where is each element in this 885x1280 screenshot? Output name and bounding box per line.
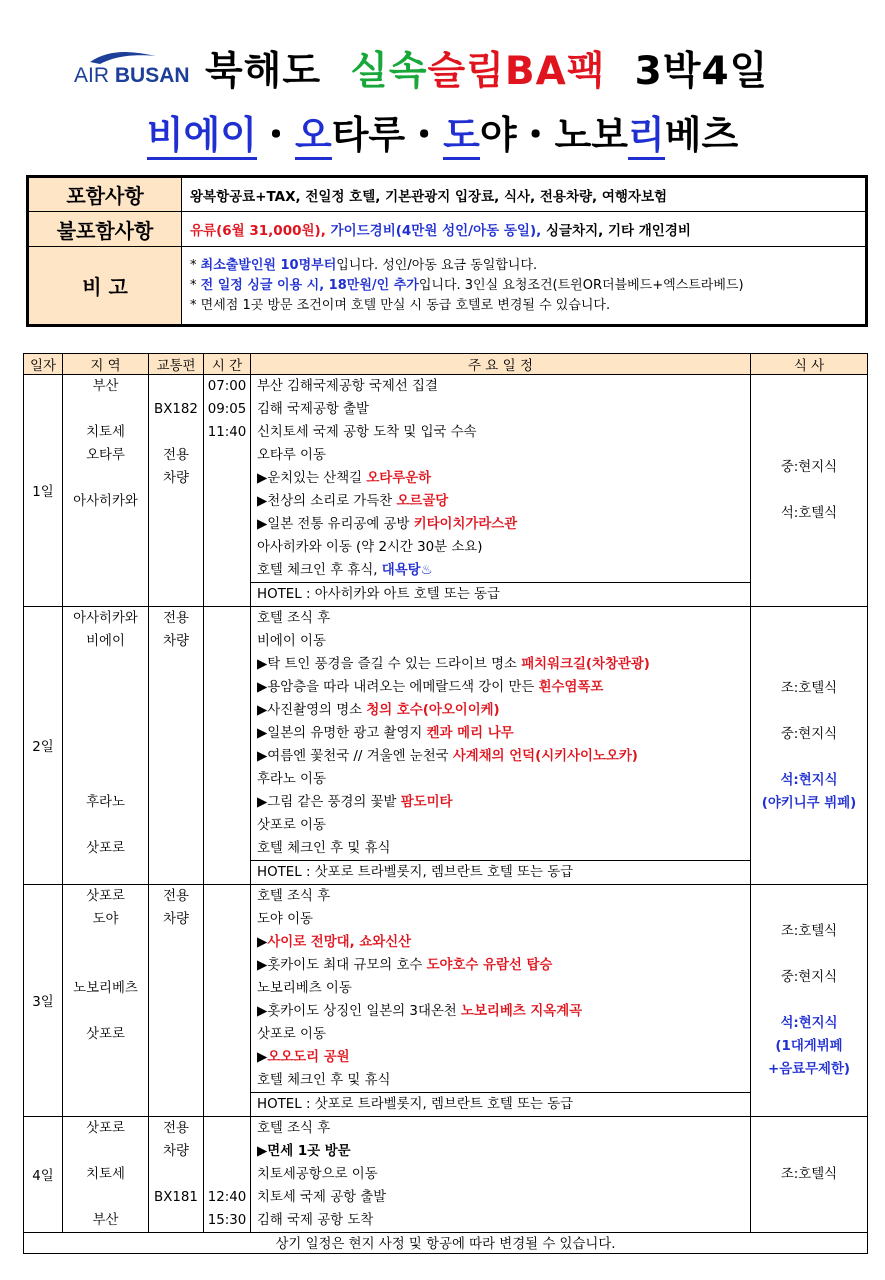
included-label: 포함사항	[29, 178, 182, 211]
schedule-text: ▶여름엔 꽃천국 // 겨울엔 눈천국	[257, 749, 453, 764]
table-header	[24, 354, 868, 375]
region-line: 후라노	[86, 795, 125, 810]
schedule-cell	[251, 375, 751, 607]
route-toya-1: 도	[443, 113, 480, 160]
hotel-line: HOTEL : 아사히카와 아트 호텔 또는 동급	[251, 582, 750, 606]
air-busan-logo	[74, 48, 190, 90]
transport-line: 차량	[163, 471, 189, 486]
transport-line-cell	[149, 885, 204, 1117]
time-line: 15:30	[207, 1213, 247, 1228]
schedule-highlight: 팜도미타	[400, 795, 453, 810]
meal-line: 중:현지식	[780, 460, 838, 475]
transport-line	[149, 745, 203, 768]
schedule-line	[251, 467, 750, 490]
excluded-row	[29, 212, 865, 247]
schedule-text: 삿포로 이동	[257, 1027, 326, 1042]
route-sep: ・	[405, 113, 444, 157]
hotel-line: HOTEL : 삿포로 트라벨롯지, 렘브란트 호텔 또는 동급	[251, 860, 750, 884]
excluded-value	[182, 212, 865, 246]
time-line	[204, 559, 250, 582]
included-row	[29, 178, 865, 212]
note-line	[190, 256, 865, 276]
schedule-highlight: 키타이치가라스관	[413, 517, 518, 532]
schedule-cell	[251, 1117, 751, 1233]
note-line	[190, 276, 865, 296]
transport-line	[149, 536, 203, 559]
region-line: 부산	[92, 1213, 119, 1228]
schedule-line	[251, 885, 750, 908]
time-line	[204, 1163, 250, 1186]
transport-line: 전용	[163, 448, 189, 463]
transport-line	[149, 1023, 203, 1046]
time-line	[204, 444, 250, 467]
route-otaru-2: 타루	[331, 113, 406, 157]
schedule-highlight: 청의 호수(아오이이케)	[366, 703, 500, 718]
schedule-line	[251, 653, 750, 676]
notes-row	[29, 247, 865, 324]
itinerary-table	[23, 353, 868, 1254]
schedule-highlight: 도야호수 유람선 탑승	[426, 958, 553, 973]
region-line	[63, 814, 148, 837]
time-line: 12:40	[207, 1190, 247, 1205]
note-bullet: *	[190, 297, 201, 313]
title-silsok: 실속	[350, 49, 428, 94]
region-line: 삿포로	[86, 1027, 125, 1042]
day-row	[24, 607, 868, 885]
transport-line	[149, 490, 203, 513]
excluded-label: 불포함사항	[29, 212, 182, 246]
transport-line: BX181	[154, 1190, 198, 1205]
route-biei: 비에이	[147, 113, 257, 160]
header-meal: 식 사	[751, 354, 868, 375]
notes-value	[182, 247, 865, 324]
time-line	[204, 582, 250, 605]
hotel-line: HOTEL : 삿포로 트라벨롯지, 렘브란트 호텔 또는 동급	[251, 1092, 750, 1116]
schedule-cell	[251, 885, 751, 1117]
schedule-text: ▶일본의 유명한 광고 촬영지	[257, 726, 427, 741]
time-line	[204, 513, 250, 536]
time-line: 09:05	[207, 402, 247, 417]
schedule-text: ▶	[257, 1050, 268, 1065]
schedule-line	[251, 490, 750, 513]
meal-line	[751, 700, 867, 723]
region-line	[63, 1092, 148, 1115]
schedule-text: ▶홋카이도 상징인 일본의 3대온천	[257, 1004, 462, 1019]
transport-line	[149, 699, 203, 722]
schedule-text: ▶사진촬영의 명소	[257, 703, 367, 718]
schedule-line	[251, 954, 750, 977]
transport-line	[149, 559, 203, 582]
route-otaru-1: 오	[295, 113, 332, 160]
title-duration: 3박4일	[634, 49, 769, 94]
schedule-line	[251, 1046, 750, 1069]
note-text: 입니다. 3인실 요청조건(트윈OR더블베드+엑스트라베드)	[418, 277, 744, 293]
region-line: 삿포로	[86, 1121, 125, 1136]
transport-line	[149, 954, 203, 977]
time-line-cell	[204, 375, 251, 607]
transport-line: 전용	[163, 889, 189, 904]
transport-line	[149, 837, 203, 860]
schedule-line	[251, 444, 750, 467]
schedule-cell	[251, 607, 751, 885]
transport-line	[149, 676, 203, 699]
package-info-box	[26, 175, 868, 327]
logo-text	[74, 64, 190, 88]
schedule-text: ▶용암층을 따라 내려오는 에메랄드색 강이 만든	[257, 680, 539, 695]
note-bold: 10명부터	[280, 257, 337, 273]
route-noboribetsu-2: 리	[628, 113, 665, 160]
region-line	[63, 582, 148, 605]
region-line-cell	[63, 1117, 149, 1233]
schedule-text: 후라노 이동	[257, 772, 326, 787]
region-line: 치토세	[86, 425, 125, 440]
schedule-text: 치토세 국제 공항 출발	[257, 1190, 387, 1205]
time-line: 07:00	[207, 379, 247, 394]
region-line: 도야	[92, 912, 119, 927]
time-line	[204, 536, 250, 559]
transport-line	[149, 791, 203, 814]
route-toya-2: 야	[479, 113, 517, 157]
schedule-line	[251, 1069, 750, 1092]
logo-air: AIR	[74, 64, 110, 87]
time-line	[204, 467, 250, 490]
schedule-text: 부산 김해국제공항 국제선 집결	[257, 379, 438, 394]
region-line	[63, 860, 148, 883]
schedule-text: 김해 국제공항 출발	[257, 402, 369, 417]
region-line-cell	[63, 375, 149, 607]
region-line	[63, 676, 148, 699]
schedule-text: 호텔 조식 후	[257, 889, 331, 904]
schedule-highlight: 오타루운하	[366, 471, 432, 486]
schedule-text: 김해 국제 공항 도착	[257, 1213, 374, 1228]
transport-line-cell	[149, 375, 204, 607]
schedule-line	[251, 791, 750, 814]
region-line: 비에이	[86, 634, 125, 649]
schedule-line	[251, 931, 750, 954]
schedule-highlight: 켄과 메리 나무	[426, 726, 514, 741]
schedule-line	[251, 398, 750, 421]
schedule-line	[251, 1209, 750, 1232]
transport-line	[149, 653, 203, 676]
meal-cell	[751, 607, 868, 885]
schedule-highlight: 오오도리 공원	[267, 1050, 350, 1065]
transport-line	[149, 722, 203, 745]
schedule-line	[251, 837, 750, 860]
transport-line: 차량	[163, 912, 189, 927]
schedule-line	[251, 513, 750, 536]
meal-line: 중:현지식	[780, 726, 838, 742]
region-line: 삿포로	[86, 889, 125, 904]
schedule-text: ▶홋카이도 최대 규모의 호수	[257, 958, 427, 973]
region-line	[63, 1046, 148, 1069]
schedule-line	[251, 630, 750, 653]
schedule-line	[251, 421, 750, 444]
schedule-text: 도야 이동	[257, 912, 313, 927]
region-line	[63, 398, 148, 421]
time-line	[204, 490, 250, 513]
region-line: 오타루	[86, 448, 125, 463]
meal-line: 조:호텔식	[780, 680, 838, 696]
schedule-line	[251, 699, 750, 722]
header-day: 일자	[24, 354, 63, 375]
time-line-cell	[204, 885, 251, 1117]
region-line	[63, 931, 148, 954]
transport-line	[149, 375, 203, 398]
title-slim-ba: 슬림BA팩	[427, 49, 606, 94]
meal-cell	[751, 375, 868, 607]
note-bullet: *	[190, 277, 201, 293]
schedule-line	[251, 1023, 750, 1046]
schedule-highlight: 흰수염폭포	[538, 680, 604, 695]
region-line	[63, 954, 148, 977]
region-line	[63, 699, 148, 722]
transport-line	[149, 513, 203, 536]
schedule-text: 호텔 조식 후	[257, 1121, 331, 1136]
transport-line-cell	[149, 1117, 204, 1233]
notes-label: 비 고	[29, 247, 182, 324]
meal-line: 조:호텔식	[780, 924, 838, 939]
meal-line: (1대게뷔페	[775, 1039, 843, 1054]
transport-line: 차량	[163, 1144, 189, 1159]
time-line-cell	[204, 1117, 251, 1233]
meal-cell	[751, 1117, 868, 1233]
schedule-line	[251, 977, 750, 1000]
region-line	[63, 1186, 148, 1209]
day-label: 2일	[24, 607, 63, 885]
schedule-line	[251, 1117, 750, 1140]
transport-line: BX182	[154, 402, 198, 417]
route-noboribetsu-1: 노보	[554, 113, 629, 157]
excluded-rest: 싱글차지, 기타 개인경비	[545, 223, 691, 239]
region-line	[63, 513, 148, 536]
schedule-text: ▶탁 트인 풍경을 즐길 수 있는 드라이브 명소	[257, 657, 522, 672]
day-row	[24, 375, 868, 607]
schedule-line	[251, 375, 750, 398]
route-subtitle	[0, 104, 885, 159]
region-line	[63, 536, 148, 559]
header-time: 시 간	[204, 354, 251, 375]
schedule-highlight: 사이로 전망대, 쇼와신산	[267, 935, 412, 950]
transport-line	[149, 768, 203, 791]
schedule-line	[251, 722, 750, 745]
region-line: 부산	[92, 379, 119, 394]
note-line	[190, 296, 865, 316]
logo-busan: BUSAN	[114, 64, 190, 87]
time-line	[204, 1117, 250, 1140]
transport-line-cell	[149, 607, 204, 885]
schedule-line	[251, 768, 750, 791]
note-bullet: *	[190, 257, 201, 273]
route-noboribetsu-3: 베츠	[664, 113, 739, 157]
excluded-guide: 가이드경비(4만원 성인/아동 동일),	[330, 223, 542, 239]
schedule-line	[251, 1163, 750, 1186]
schedule-text: ▶	[257, 935, 268, 950]
schedule-text: 호텔 체크인 후 및 휴식	[257, 841, 391, 856]
meal-line: 석:현지식	[780, 772, 838, 788]
schedule-line	[251, 908, 750, 931]
schedule-text: 비에이 이동	[257, 634, 326, 649]
region-line: 아사히카와	[73, 494, 138, 509]
footer-note: 상기 일정은 현지 사정 및 항공에 따라 변경될 수 있습니다.	[24, 1233, 868, 1254]
excluded-fuel: 유류(6월 31,000원),	[190, 223, 326, 239]
time-line: 11:40	[207, 425, 247, 440]
meal-line	[751, 479, 867, 502]
time-line	[204, 1140, 250, 1163]
route-sep: ・	[516, 113, 555, 157]
transport-line	[149, 814, 203, 837]
transport-line: 전용	[163, 611, 189, 626]
note-highlight: 최소출발인원	[200, 257, 281, 273]
schedule-text: 아사히카와 이동 (약 2시간 30분 소요)	[257, 540, 483, 555]
schedule-text: 삿포로 이동	[257, 818, 326, 833]
schedule-bold: ▶면세 1곳 방문	[257, 1144, 351, 1159]
region-line	[63, 1000, 148, 1023]
note-bold: 전 일정 싱글 이용 시, 18만원/인 추가	[200, 277, 419, 293]
schedule-line	[251, 536, 750, 559]
transport-line	[149, 421, 203, 444]
day-label: 3일	[24, 885, 63, 1117]
schedule-line	[251, 814, 750, 837]
schedule-text: ▶운치있는 산책길	[257, 471, 367, 486]
meal-line: 중:현지식	[780, 970, 838, 985]
page-title	[205, 40, 768, 96]
schedule-text: 호텔 조식 후	[257, 611, 331, 626]
meal-line: +음료무제한)	[767, 1062, 851, 1077]
schedule-line	[251, 676, 750, 699]
transport-line	[149, 1209, 203, 1232]
route-sep: ・	[256, 113, 295, 157]
schedule-highlight: 패치워크길(차창관광)	[521, 657, 650, 672]
meal-line: (야키니쿠 뷔페)	[761, 795, 857, 811]
header-transport: 교통편	[149, 354, 204, 375]
region-line: 아사히카와	[73, 611, 138, 626]
transport-line	[149, 1000, 203, 1023]
transport-line	[149, 977, 203, 1000]
region-line	[63, 745, 148, 768]
day-label: 4일	[24, 1117, 63, 1233]
time-line-cell	[204, 607, 251, 885]
day-label: 1일	[24, 375, 63, 607]
region-line: 노보리베츠	[73, 981, 138, 996]
meal-line	[751, 746, 867, 769]
schedule-line	[251, 745, 750, 768]
meal-cell	[751, 885, 868, 1117]
region-line	[63, 722, 148, 745]
region-line	[63, 768, 148, 791]
schedule-line	[251, 1000, 750, 1023]
region-line-cell	[63, 885, 149, 1117]
region-line	[63, 559, 148, 582]
transport-line	[149, 1163, 203, 1186]
schedule-text: 치토세공항으로 이동	[257, 1167, 378, 1182]
schedule-text: 노보리베츠 이동	[257, 981, 352, 996]
transport-line	[149, 1069, 203, 1092]
meal-line	[751, 989, 867, 1012]
meal-line: 석:현지식	[780, 1016, 838, 1031]
transport-line: 전용	[163, 1121, 189, 1136]
note-text: 입니다. 성인/아동 요금 동일합니다.	[336, 257, 538, 273]
region-line: 치토세	[86, 1167, 125, 1182]
transport-line	[149, 582, 203, 605]
schedule-highlight: 노보리베츠 지옥계곡	[461, 1004, 583, 1019]
title-region: 북해도	[205, 49, 322, 94]
meal-line: 석:호텔식	[780, 506, 838, 521]
schedule-text: 오타루 이동	[257, 448, 326, 463]
schedule-line	[251, 1140, 750, 1163]
schedule-text: 호텔 체크인 후 휴식,	[257, 563, 382, 578]
schedule-highlight: 사계채의 언덕(시키사이노오카)	[452, 749, 638, 764]
schedule-text: ▶일본 전통 유리공예 공방	[257, 517, 414, 532]
schedule-text: ▶그림 같은 풍경의 꽃밭	[257, 795, 401, 810]
region-line	[63, 653, 148, 676]
transport-line: 차량	[163, 634, 189, 649]
meal-line: 조:호텔식	[780, 1167, 838, 1182]
transport-line	[149, 1046, 203, 1069]
region-line	[63, 1140, 148, 1163]
schedule-text: ▶천상의 소리로 가득찬	[257, 494, 397, 509]
schedule-highlight-blue: 대욕탕♨	[381, 563, 433, 578]
header-schedule: 주 요 일 정	[251, 354, 751, 375]
note-text: 면세점 1곳 방문 조건이며 호텔 만실 시 동급 호텔로 변경될 수 있습니다.	[200, 297, 611, 313]
day-row	[24, 1117, 868, 1233]
region-line	[63, 467, 148, 490]
included-value: 왕복항공료+TAX, 전일정 호텔, 기본관광지 입장료, 식사, 전용차량, 여행자보험	[190, 188, 668, 205]
transport-line	[149, 860, 203, 883]
schedule-text: 신치토세 국제 공항 도착 및 입국 수속	[257, 425, 477, 440]
schedule-highlight: 오르골당	[396, 494, 449, 509]
schedule-text: 호텔 체크인 후 및 휴식	[257, 1073, 391, 1088]
transport-line	[149, 931, 203, 954]
meal-line	[751, 943, 867, 966]
schedule-line	[251, 1186, 750, 1209]
transport-line	[149, 1092, 203, 1115]
region-line	[63, 1069, 148, 1092]
header-region: 지 역	[63, 354, 149, 375]
schedule-line	[251, 607, 750, 630]
region-line: 삿포로	[86, 841, 125, 856]
day-row	[24, 885, 868, 1117]
schedule-line	[251, 559, 750, 582]
region-line-cell	[63, 607, 149, 885]
